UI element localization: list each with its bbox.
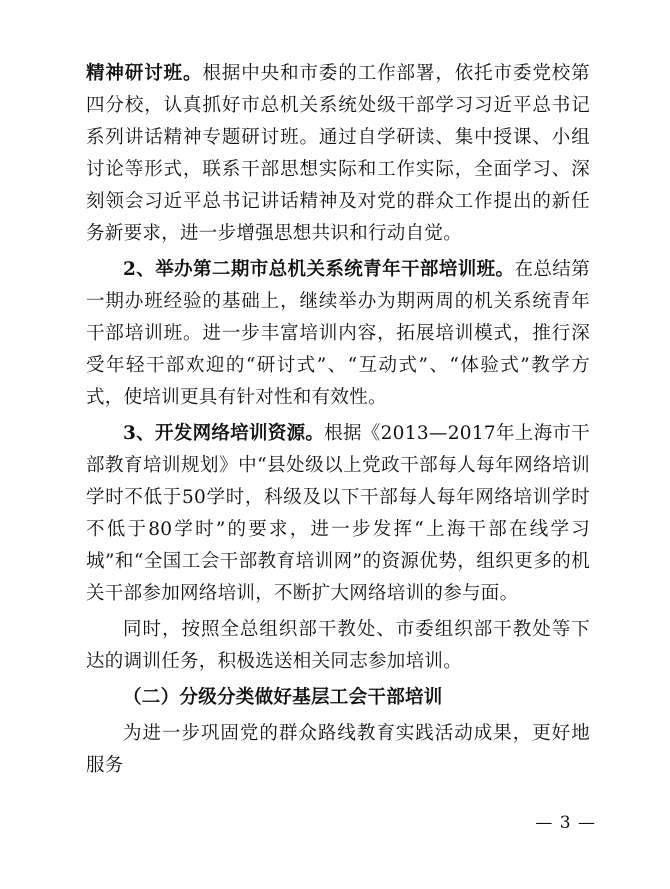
paragraph-online-training — [86, 418, 590, 610]
paragraph-assignment — [86, 614, 590, 678]
paragraph-text: 同时，按照全总组织部干教处、市委组织部干教处等下达的调训任务，积极选送相关同志参加培训。 — [86, 619, 590, 672]
paragraph-youth-training — [86, 254, 590, 414]
paragraph-continuation: 为进一步巩固党的群众路线教育实践活动成果，更好地服务 — [86, 723, 590, 776]
section-heading: （二）分级分类做好基层工会干部培训 — [123, 687, 443, 708]
page-body — [86, 58, 590, 782]
paragraph-text: 在总结第一期办班经验的基础上，继续举办为期两周的机关系统青年干部培训班。进一步丰富培训内容，拓展培训模式，推行深受年轻干部欢迎的“研讨式”、“互动式”、“体验式”教学方式，使培训更具有针对性和有效性。 — [86, 259, 590, 408]
paragraph-seminar — [86, 58, 590, 250]
paragraph-text: 根据《2013—2017年上海市干部教育培训规划》中“县处级以上党政干部每人每年网络培训学时不低于50学时，科级及以下干部每人每年网络培训学时不低于80学时”的要求，进一步发挥“上海干部在线学习城”和“全国工会干部教育培训网”的资源优势，组织更多的机关干部参加网络培训，不断扩大网络培训的参与面。 — [86, 423, 590, 604]
paragraph-lead: 精神研讨班。 — [86, 63, 203, 84]
paragraph-text: 根据中央和市委的工作部署，依托市委党校第四分校，认真抓好市总机关系统处级干部学习习近平总书记系列讲话精神专题研讨班。通过自学研读、集中授课、小组讨论等形式，联系干部思想实际和工作实际，全面学习、深刻领会习近平总书记讲话精神及对党的群众工作提出的新任务新要求，进一步增强思想共识和行动自觉。 — [86, 63, 590, 244]
page-number: — 3 — — [535, 813, 596, 833]
paragraph-lead: 2、举办第二期市总机关系统青年干部培训班。 — [123, 259, 515, 280]
paragraph-lead: 3、开发网络培训资源。 — [123, 423, 325, 444]
